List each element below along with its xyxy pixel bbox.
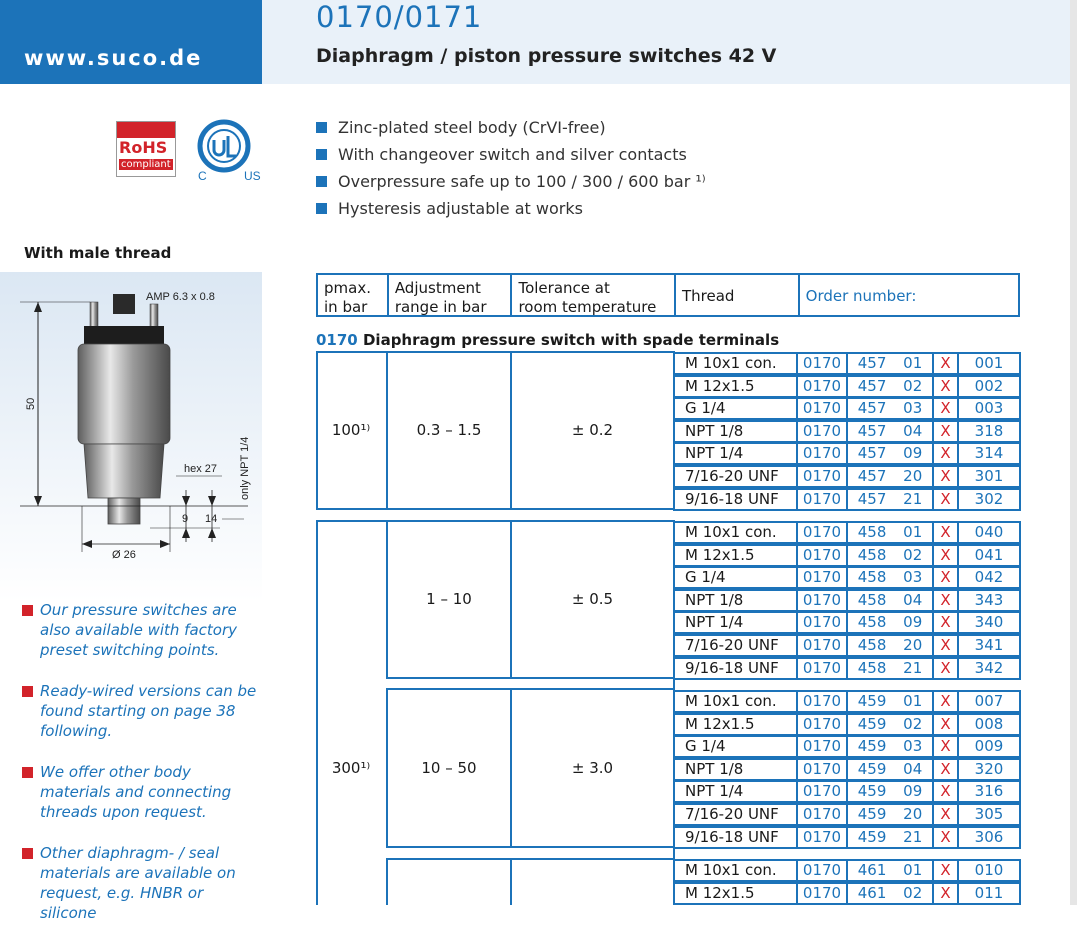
thread-cell: 9/16-18 UNF bbox=[673, 657, 798, 680]
order-part-b: 457 20 bbox=[846, 465, 934, 488]
order-x-marker: X bbox=[932, 352, 959, 375]
order-part-a: 0170 bbox=[796, 488, 848, 511]
rohs-logo-text: RoHS bbox=[119, 138, 168, 157]
table-row bbox=[673, 442, 1021, 465]
dim-9-label: 9 bbox=[182, 513, 189, 525]
thread-cell: NPT 1/8 bbox=[673, 758, 798, 781]
order-part-b: 461 01 bbox=[846, 859, 934, 882]
table-row bbox=[673, 488, 1021, 511]
page-edge bbox=[1070, 0, 1077, 905]
note-item: Our pressure switches are also available with factory preset switching points. bbox=[22, 600, 262, 660]
table-row bbox=[673, 826, 1021, 849]
bullet-square-icon bbox=[22, 686, 33, 697]
order-part-a: 0170 bbox=[796, 780, 848, 803]
npt-note: only NPT 1/4 bbox=[239, 436, 251, 500]
order-x-marker: X bbox=[932, 859, 959, 882]
tolerance-value: ± 0.2 bbox=[571, 421, 614, 439]
table-header bbox=[316, 273, 1020, 317]
table-row bbox=[673, 657, 1021, 680]
thread-cell: G 1/4 bbox=[673, 397, 798, 420]
order-part-a: 0170 bbox=[796, 420, 848, 443]
tolerance-value: ± 3.0 bbox=[571, 759, 614, 777]
switch-body bbox=[78, 344, 170, 444]
table-row bbox=[673, 465, 1021, 488]
table-row bbox=[673, 735, 1021, 758]
order-part-d: 002 bbox=[957, 375, 1021, 398]
order-part-a: 0170 bbox=[796, 690, 848, 713]
order-part-d: 003 bbox=[957, 397, 1021, 420]
thread-cell: M 12x1.5 bbox=[673, 544, 798, 567]
table-row bbox=[673, 611, 1021, 634]
rohs-logo bbox=[116, 121, 176, 177]
order-part-d: 009 bbox=[957, 735, 1021, 758]
order-part-a: 0170 bbox=[796, 859, 848, 882]
table-row bbox=[673, 521, 1021, 544]
order-x-marker: X bbox=[932, 465, 959, 488]
table-row bbox=[673, 544, 1021, 567]
order-part-a: 0170 bbox=[796, 634, 848, 657]
product-code: 0170/0171 bbox=[316, 0, 483, 34]
thread-cell: M 10x1 con. bbox=[673, 521, 798, 544]
header-thread: Thread bbox=[676, 275, 800, 315]
bullet-square-icon bbox=[22, 605, 33, 616]
order-part-d: 320 bbox=[957, 758, 1021, 781]
order-part-b: 458 21 bbox=[846, 657, 934, 680]
table-row bbox=[673, 758, 1021, 781]
table-row bbox=[673, 397, 1021, 420]
order-part-b: 458 09 bbox=[846, 611, 934, 634]
adjust-value: 0.3 – 1.5 bbox=[416, 421, 482, 439]
order-part-a: 0170 bbox=[796, 442, 848, 465]
table-row bbox=[673, 375, 1021, 398]
order-x-marker: X bbox=[932, 780, 959, 803]
order-part-d: 340 bbox=[957, 611, 1021, 634]
order-part-a: 0170 bbox=[796, 375, 848, 398]
thread-cell: M 12x1.5 bbox=[673, 882, 798, 905]
order-x-marker: X bbox=[932, 657, 959, 680]
bullet-square-icon bbox=[316, 122, 327, 133]
diameter-label: Ø 26 bbox=[112, 549, 136, 561]
group-frame bbox=[386, 858, 675, 905]
order-part-a: 0170 bbox=[796, 803, 848, 826]
group-divider bbox=[510, 858, 512, 905]
website-url[interactable]: www.suco.de bbox=[24, 46, 203, 70]
header-adjustment: Adjustment range in bar bbox=[389, 275, 513, 315]
thread-cell: 7/16-20 UNF bbox=[673, 634, 798, 657]
order-part-d: 316 bbox=[957, 780, 1021, 803]
order-part-a: 0170 bbox=[796, 465, 848, 488]
thread-cell: NPT 1/8 bbox=[673, 420, 798, 443]
order-part-b: 459 02 bbox=[846, 713, 934, 736]
order-part-d: 011 bbox=[957, 882, 1021, 905]
order-part-b: 457 01 bbox=[846, 352, 934, 375]
bullet-square-icon bbox=[316, 176, 327, 187]
order-x-marker: X bbox=[932, 803, 959, 826]
table-row bbox=[673, 859, 1021, 882]
order-part-a: 0170 bbox=[796, 611, 848, 634]
bullet-square-icon bbox=[316, 203, 327, 214]
order-part-d: 305 bbox=[957, 803, 1021, 826]
order-part-b: 458 20 bbox=[846, 634, 934, 657]
order-part-d: 041 bbox=[957, 544, 1021, 567]
order-x-marker: X bbox=[932, 882, 959, 905]
order-part-a: 0170 bbox=[796, 735, 848, 758]
switch-drawing bbox=[0, 272, 262, 582]
thread-cell: M 12x1.5 bbox=[673, 375, 798, 398]
order-part-b: 459 01 bbox=[846, 690, 934, 713]
order-part-d: 343 bbox=[957, 589, 1021, 612]
feature-item: With changeover switch and silver contacts bbox=[316, 145, 706, 172]
order-part-d: 306 bbox=[957, 826, 1021, 849]
order-part-b: 457 21 bbox=[846, 488, 934, 511]
order-part-a: 0170 bbox=[796, 882, 848, 905]
note-item: We offer other body materials and connecting threads upon request. bbox=[22, 762, 262, 822]
thread-cell: M 10x1 con. bbox=[673, 690, 798, 713]
order-part-a: 0170 bbox=[796, 657, 848, 680]
order-part-b: 457 04 bbox=[846, 420, 934, 443]
order-x-marker: X bbox=[932, 611, 959, 634]
table-row bbox=[673, 882, 1021, 905]
ul-us-mark: US bbox=[244, 169, 261, 183]
order-x-marker: X bbox=[932, 566, 959, 589]
order-part-d: 008 bbox=[957, 713, 1021, 736]
rohs-logo-bar bbox=[117, 122, 175, 138]
order-x-marker: X bbox=[932, 713, 959, 736]
order-part-a: 0170 bbox=[796, 566, 848, 589]
hex-nut bbox=[84, 444, 164, 498]
thread-cell: G 1/4 bbox=[673, 735, 798, 758]
thread-cell: NPT 1/4 bbox=[673, 442, 798, 465]
note-item: Other diaphragm- / seal materials are available on request, e.g. HNBR or silicone bbox=[22, 843, 262, 923]
thread-cell: 7/16-20 UNF bbox=[673, 465, 798, 488]
order-x-marker: X bbox=[932, 375, 959, 398]
pmax-value: 100¹⁾ bbox=[331, 421, 371, 439]
adjust-value: 10 – 50 bbox=[421, 759, 477, 777]
thread-cell: M 12x1.5 bbox=[673, 713, 798, 736]
order-part-d: 314 bbox=[957, 442, 1021, 465]
order-part-b: 459 09 bbox=[846, 780, 934, 803]
order-part-b: 458 02 bbox=[846, 544, 934, 567]
table-row bbox=[673, 566, 1021, 589]
order-x-marker: X bbox=[932, 544, 959, 567]
thread-cell: G 1/4 bbox=[673, 566, 798, 589]
order-part-b: 459 04 bbox=[846, 758, 934, 781]
ul-c-mark: C bbox=[198, 169, 207, 183]
bullet-square-icon bbox=[22, 848, 33, 859]
order-part-a: 0170 bbox=[796, 826, 848, 849]
header-tolerance: Tolerance at room temperature bbox=[512, 275, 676, 315]
ul-listed-logo bbox=[196, 118, 266, 184]
order-part-b: 458 01 bbox=[846, 521, 934, 544]
order-x-marker: X bbox=[932, 826, 959, 849]
feature-item: Hysteresis adjustable at works bbox=[316, 199, 706, 226]
spade-terminal bbox=[90, 302, 98, 330]
thread-cell: 9/16-18 UNF bbox=[673, 488, 798, 511]
order-part-a: 0170 bbox=[796, 544, 848, 567]
order-part-d: 040 bbox=[957, 521, 1021, 544]
order-x-marker: X bbox=[932, 589, 959, 612]
order-part-d: 342 bbox=[957, 657, 1021, 680]
order-part-b: 459 21 bbox=[846, 826, 934, 849]
order-part-b: 458 03 bbox=[846, 566, 934, 589]
table-row bbox=[673, 352, 1021, 375]
order-x-marker: X bbox=[932, 488, 959, 511]
tolerance-value: ± 0.5 bbox=[571, 590, 614, 608]
order-x-marker: X bbox=[932, 735, 959, 758]
order-part-d: 341 bbox=[957, 634, 1021, 657]
table-row bbox=[673, 780, 1021, 803]
thread-cell: 9/16-18 UNF bbox=[673, 826, 798, 849]
feature-list bbox=[316, 118, 706, 226]
product-title: Diaphragm / piston pressure switches 42 V bbox=[316, 45, 777, 67]
order-part-a: 0170 bbox=[796, 397, 848, 420]
thread-cell: M 10x1 con. bbox=[673, 859, 798, 882]
height-label: 50 bbox=[25, 397, 37, 410]
order-part-b: 459 03 bbox=[846, 735, 934, 758]
order-part-a: 0170 bbox=[796, 521, 848, 544]
hex-label: hex 27 bbox=[184, 463, 218, 475]
section-title: 0170 Diaphragm pressure switch with spade terminals bbox=[316, 331, 780, 349]
thread-cell: NPT 1/8 bbox=[673, 589, 798, 612]
order-part-a: 0170 bbox=[796, 589, 848, 612]
order-part-d: 301 bbox=[957, 465, 1021, 488]
order-x-marker: X bbox=[932, 442, 959, 465]
order-part-a: 0170 bbox=[796, 758, 848, 781]
bullet-square-icon bbox=[316, 149, 327, 160]
order-part-d: 042 bbox=[957, 566, 1021, 589]
order-x-marker: X bbox=[932, 634, 959, 657]
bullet-square-icon bbox=[22, 767, 33, 778]
order-part-b: 458 04 bbox=[846, 589, 934, 612]
order-part-b: 457 03 bbox=[846, 397, 934, 420]
header-pmax: pmax. in bar bbox=[318, 275, 389, 315]
rohs-logo-sub: compliant bbox=[121, 159, 171, 170]
feature-item: Zinc-plated steel body (CrVI-free) bbox=[316, 118, 706, 145]
order-part-d: 007 bbox=[957, 690, 1021, 713]
table-row bbox=[673, 634, 1021, 657]
order-part-b: 457 09 bbox=[846, 442, 934, 465]
feature-item: Overpressure safe up to 100 / 300 / 600 bar ¹⁾ bbox=[316, 172, 706, 199]
order-x-marker: X bbox=[932, 758, 959, 781]
terminal-label: AMP 6.3 x 0.8 bbox=[146, 291, 215, 303]
thread-cell: M 10x1 con. bbox=[673, 352, 798, 375]
terminal-housing bbox=[113, 294, 135, 314]
note-item: Ready-wired versions can be found starting on page 38 following. bbox=[22, 681, 262, 741]
male-thread bbox=[108, 498, 140, 524]
table-row bbox=[673, 589, 1021, 612]
table-row bbox=[673, 713, 1021, 736]
order-part-a: 0170 bbox=[796, 352, 848, 375]
order-part-d: 302 bbox=[957, 488, 1021, 511]
dim-14-label: 14 bbox=[205, 513, 218, 525]
thread-cell: NPT 1/4 bbox=[673, 780, 798, 803]
pmax-value: 300¹⁾ bbox=[331, 759, 371, 777]
order-x-marker: X bbox=[932, 420, 959, 443]
table-row bbox=[673, 803, 1021, 826]
order-part-d: 010 bbox=[957, 859, 1021, 882]
order-x-marker: X bbox=[932, 690, 959, 713]
thread-cell: NPT 1/4 bbox=[673, 611, 798, 634]
table-row bbox=[673, 420, 1021, 443]
thread-cell: 7/16-20 UNF bbox=[673, 803, 798, 826]
order-part-d: 001 bbox=[957, 352, 1021, 375]
drawing-title: With male thread bbox=[24, 244, 172, 262]
order-x-marker: X bbox=[932, 521, 959, 544]
order-part-d: 318 bbox=[957, 420, 1021, 443]
order-part-b: 461 02 bbox=[846, 882, 934, 905]
table-row bbox=[673, 690, 1021, 713]
header-order-number: Order number: bbox=[805, 287, 917, 305]
order-part-a: 0170 bbox=[796, 713, 848, 736]
notes-list bbox=[22, 600, 262, 944]
header-band bbox=[0, 0, 262, 84]
order-part-b: 457 02 bbox=[846, 375, 934, 398]
order-part-b: 459 20 bbox=[846, 803, 934, 826]
adjust-value: 1 – 10 bbox=[426, 590, 472, 608]
order-x-marker: X bbox=[932, 397, 959, 420]
